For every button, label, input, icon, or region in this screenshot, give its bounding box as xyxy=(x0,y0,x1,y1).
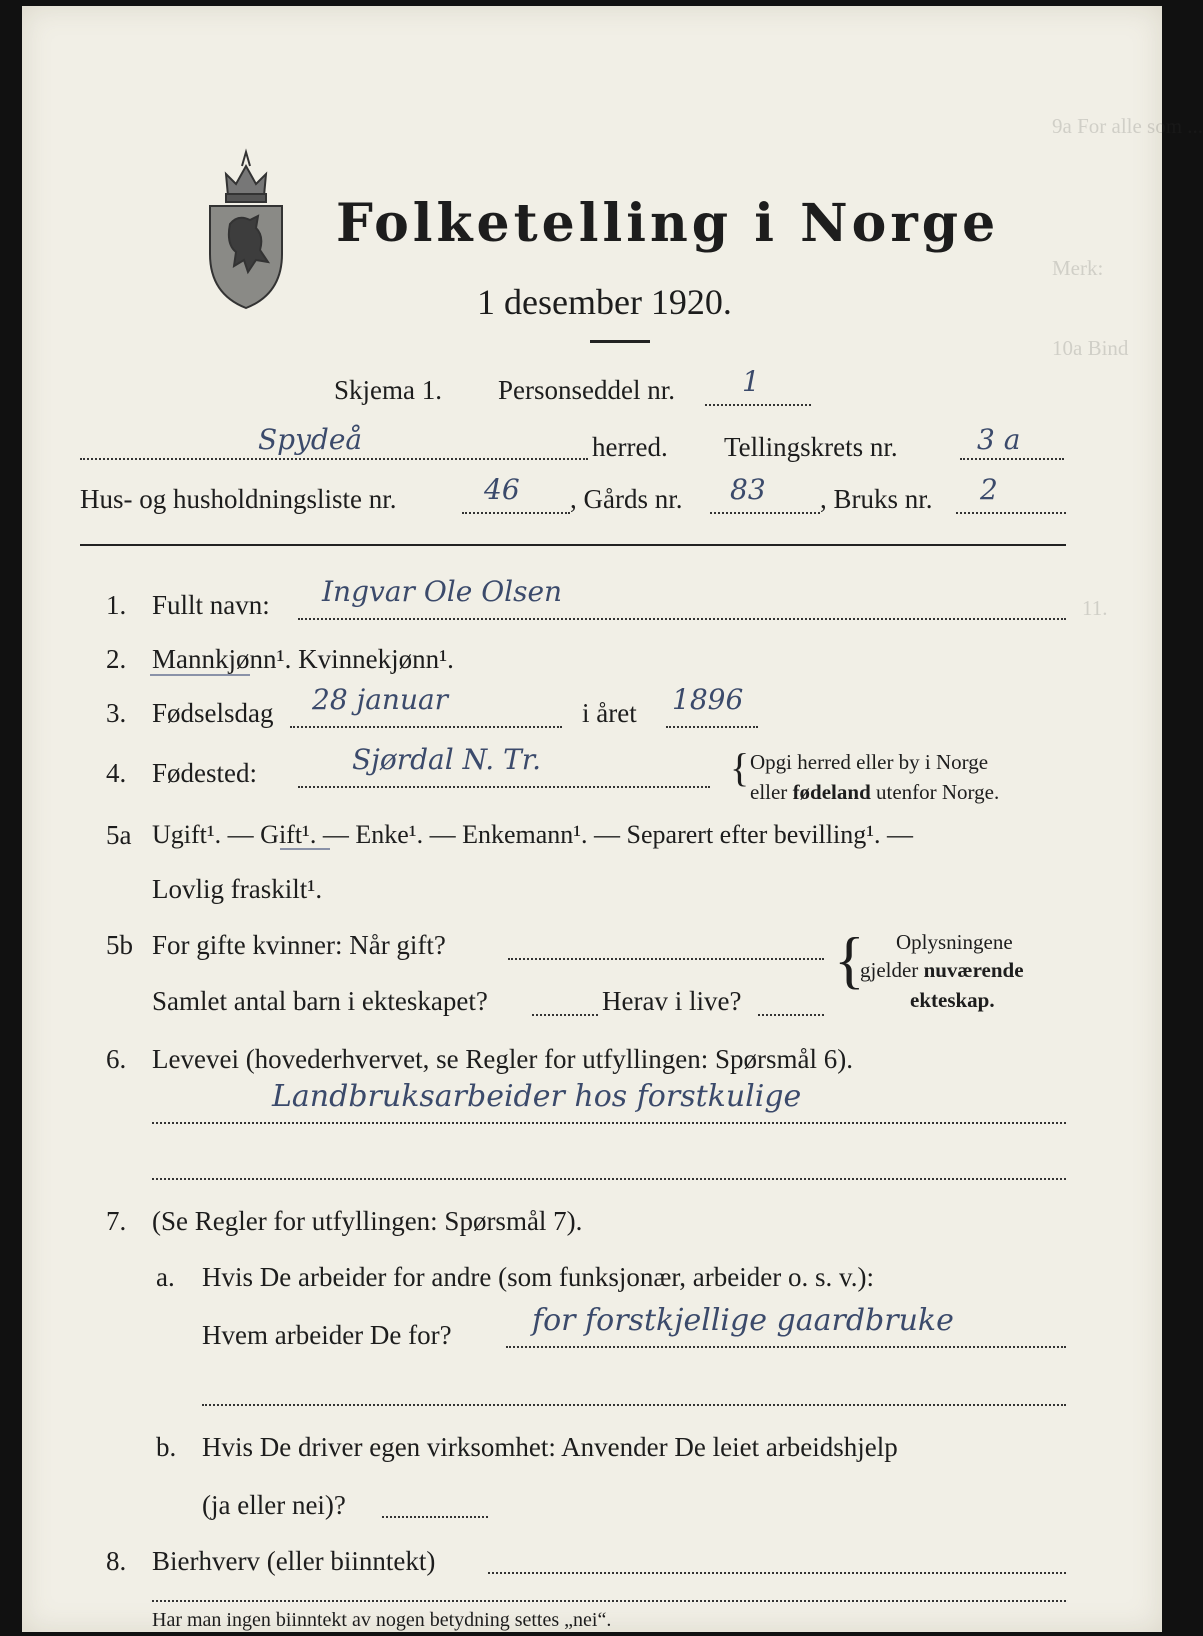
tellingskrets-value: 3 a xyxy=(977,423,1021,456)
q4-number: 4. xyxy=(106,758,127,788)
q7a-letter: a. xyxy=(156,1262,175,1292)
gards-label: , Gårds nr. xyxy=(570,484,683,514)
footer-note: Har man ingen biinntekt av nogen betydning settes „nei“. xyxy=(152,1609,612,1631)
marriage-note-1: Oplysningene xyxy=(896,930,1013,954)
q7b-letter: b. xyxy=(156,1432,177,1462)
q3-number: 3. xyxy=(106,698,127,728)
q5a-label-2: Lovlig fraskilt¹. xyxy=(152,874,323,904)
gards-field[interactable] xyxy=(710,512,820,514)
hired-help-field[interactable] xyxy=(382,1516,488,1518)
form-title: Folketelling i Norge xyxy=(336,193,1000,254)
husliste-field[interactable] xyxy=(462,512,570,514)
occupation-field-2[interactable] xyxy=(152,1178,1066,1180)
q1-number: 1. xyxy=(106,590,127,620)
side-income-field[interactable] xyxy=(488,1572,1066,1574)
full-name-field[interactable] xyxy=(298,618,1066,620)
birthplace-note-2: eller fødeland utenfor Norge. xyxy=(750,780,1000,804)
employer-value: for forstkjellige gaardbruke xyxy=(532,1303,954,1338)
occupation-value: Landbruksarbeider hos forstkulige xyxy=(272,1079,802,1114)
full-name-value: Ingvar Ole Olsen xyxy=(322,575,563,608)
birthplace-brace: { xyxy=(730,745,750,790)
title-divider xyxy=(590,340,650,343)
herred-value: Spydeå xyxy=(258,423,363,456)
personseddel-label: Personseddel nr. xyxy=(498,375,675,405)
census-form-page: 9a For alle som ... Merk: 10a Bind 11. Folketelling i Norge 1 desember 1920. Skjema 1. Personseddel nr. 1 Spydeå herred. Tellingskrets nr. 3 a Hus- og husholdningsliste nr. 46 , Gårds nr. 83 , Bruks nr. 2 1. Fullt navn: Ingvar Ole Olsen 2. Mannkjønn¹. Kvinnekjønn¹. 3. Fødselsdag 28 januar i året 1896 4. Fødested: Sjørdal N. Tr. { Opgi herred eller by i Norge eller fødeland utenfor Norge. 5a Ugift¹. — Gift¹. — Enke¹. — Enkemann¹. — Separert efter bevilling¹. — Lovlig fraskilt¹. 5b For gifte kvinner: Når gift? Samlet antal barn i ekteskapet? Herav i live? { Oplysningene gjelder nuværende ekteskap. 6. Levevei (hovederhvervet, se Regler for utfyllingen: Spørsmål 6). Landbruksarbeider hos forstkulige 7. (Se Regler for utfyllingen: Spørsmål 7). a. Hvis De arbeider for andre (som funksjonær, arbeider o. s. v.): Hvem arbeider De for? for forstkjellige gaardbruke b. Hvis De driver egen virksomhet: Anvender De leiet arbeidshjelp (ja eller nei)? 8. Bierhverv (eller biinntekt) Har man ingen biinntekt av nogen betydning settes „nei“. xyxy=(22,6,1162,1632)
birthplace-value: Sjørdal N. Tr. xyxy=(352,743,541,776)
side-income-field-2[interactable] xyxy=(152,1600,1066,1602)
employer-field-2[interactable] xyxy=(202,1404,1066,1406)
q5b-number: 5b xyxy=(106,930,133,960)
husliste-label: Hus- og husholdningsliste nr. xyxy=(80,484,397,514)
tellingskrets-label: Tellingskrets nr. xyxy=(724,432,898,462)
gards-value: 83 xyxy=(730,473,766,506)
q5a-label: Ugift¹. — Gift¹. — Enke¹. — Enkemann¹. — Separert efter bevilling¹. — xyxy=(152,820,914,849)
bruks-field[interactable] xyxy=(956,512,1066,514)
marriage-brace: { xyxy=(834,924,865,995)
tellingskrets-field[interactable] xyxy=(960,458,1064,460)
employer-field[interactable] xyxy=(506,1346,1066,1348)
q5a-number: 5a xyxy=(106,820,132,850)
q8-number: 8. xyxy=(106,1546,127,1576)
q7-label: (Se Regler for utfyllingen: Spørsmål 7). xyxy=(152,1206,583,1236)
q7b-label-2: (ja eller nei)? xyxy=(202,1490,346,1520)
birthdate-field[interactable] xyxy=(290,726,562,728)
bruks-value: 2 xyxy=(980,473,998,506)
q7b-label: Hvis De driver egen virksomhet: Anvender De leiet arbeidshjelp xyxy=(202,1432,898,1462)
q2-number: 2. xyxy=(106,644,127,674)
personseddel-value: 1 xyxy=(742,365,760,398)
q5b-label-2: Samlet antal barn i ekteskapet? xyxy=(152,986,488,1016)
q7-number: 7. xyxy=(106,1206,127,1236)
q5b-label-3: Herav i live? xyxy=(602,986,742,1016)
birthyear-value: 1896 xyxy=(672,683,744,716)
birthyear-field[interactable] xyxy=(666,726,758,728)
gift-underline xyxy=(280,848,330,850)
q6-number: 6. xyxy=(106,1044,127,1074)
q6-label: Levevei (hovederhvervet, se Regler for utfyllingen: Spørsmål 6). xyxy=(152,1044,854,1074)
q1-label: Fullt navn: xyxy=(152,590,270,620)
children-total-field[interactable] xyxy=(532,1014,598,1016)
mannkjonn-underline xyxy=(150,674,250,676)
marriage-date-field[interactable] xyxy=(508,958,824,960)
birthdate-value: 28 januar xyxy=(312,683,449,716)
q5b-label: For gifte kvinner: Når gift? xyxy=(152,930,446,960)
birthyear-label: i året xyxy=(582,698,637,728)
occupation-field[interactable] xyxy=(152,1122,1066,1124)
marriage-note-2: gjelder nuværende xyxy=(860,958,1024,982)
census-date: 1 desember 1920. xyxy=(477,282,732,322)
q8-label: Bierhverv (eller biinntekt) xyxy=(152,1546,436,1576)
q7a-label: Hvis De arbeider for andre (som funksjonær, arbeider o. s. v.): xyxy=(202,1262,874,1292)
q3-label: Fødselsdag xyxy=(152,698,274,728)
bruks-label: , Bruks nr. xyxy=(820,484,933,514)
birthplace-note-1: Opgi herred eller by i Norge xyxy=(750,750,989,774)
husliste-value: 46 xyxy=(484,473,520,506)
norwegian-coat-of-arms-icon xyxy=(198,144,294,312)
header-divider xyxy=(80,544,1066,546)
q4-label: Fødested: xyxy=(152,758,257,788)
birthplace-field[interactable] xyxy=(298,786,710,788)
q2-label: Mannkjønn¹. Kvinnekjønn¹. xyxy=(152,644,454,674)
marriage-note-3: ekteskap. xyxy=(910,988,995,1012)
herred-label: herred. xyxy=(592,432,668,462)
q7a-label-2: Hvem arbeider De for? xyxy=(202,1320,452,1350)
personseddel-field[interactable] xyxy=(705,404,811,406)
skjema-label: Skjema 1. xyxy=(334,375,442,405)
herred-field[interactable] xyxy=(80,458,588,460)
children-living-field[interactable] xyxy=(758,1014,824,1016)
